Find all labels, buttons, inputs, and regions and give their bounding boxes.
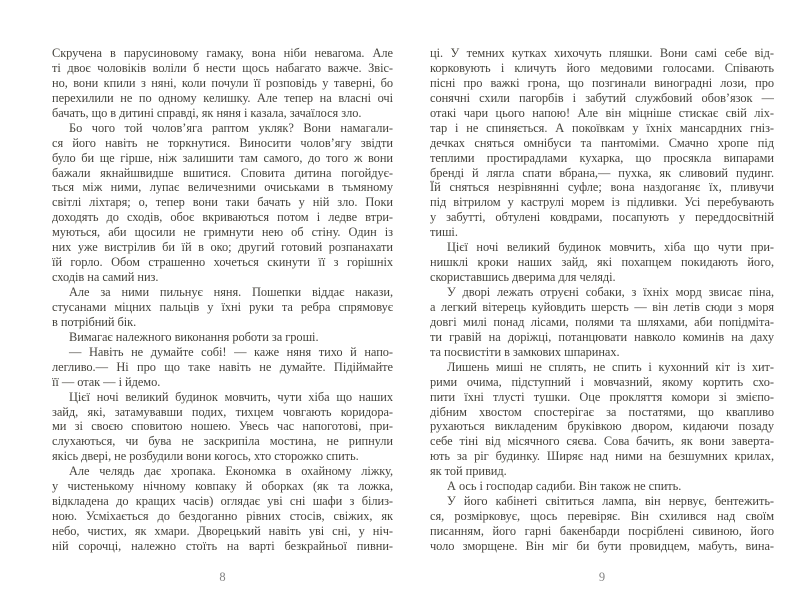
text-line: писанням, його гарні бакенбарди посріблені сивиною, його [430,524,774,538]
text-block [430,46,774,554]
text-line: у чистенькому нічному ковпаку й оборках (як та ложка, [52,479,393,494]
text-line: теплими простирадлами кухарка, що просякла випарами [430,150,774,165]
text-line: зайд, які, затамувавши подих, тихцем човгають коридора- [52,404,393,419]
text-line: А ось і господар садиби. Він також не спить. [447,479,682,494]
text-line: муються, аби щосили не гримнути нею об стіну. Один із [52,225,393,240]
text-line: ться між ними, лупає величезними очиськами в тьмяному [52,180,393,195]
page-right [430,46,774,606]
text-block [52,46,393,554]
text-line: бажали якнайшвидше вшитися. Сповита дитина погойдує- [52,165,393,180]
text-line: у забутті, обтулені ковдрами, посапують у переддосвітній [430,210,774,225]
text-line: рухаються викладеним бруківкою двором, кидаючи позаду [430,419,774,434]
text-line: У дворі лежать отруєні собаки, з їхніх морд звисає піна, [447,285,774,299]
text-line: ти гравій на доріжці, потанцювати навколо коминів на даху [430,329,774,344]
text-line: отакі чари цього напою! Але він міцніше стискає свій ліх- [430,105,774,120]
text-line: доходять до сходів, обоє вкриваються потом і ледве втри- [52,210,393,225]
text-line: слухаються, чи бува не заскрипіла мостина, не рипнули [52,434,393,449]
page-number-left: 8 [219,570,226,584]
text-line: дібним хвостом спостерігає за постатями, що квапливо [430,404,774,419]
text-line: її — отак — і йдемо. [52,374,161,389]
text-line: світлі ліхтаря; о, тепер вони таки бачать у ній зло. Поки [52,195,393,210]
text-line: Цієї ночі великий будинок мовчить, чути хіба що наших [69,389,393,404]
text-line: ній сорочці, належно стоїть на варті безкрайньої пивни- [52,538,393,553]
page-left [52,46,393,606]
text-line: тиші. [430,225,458,240]
text-line: но, вони кпили з няні, коли почули її розповідь у таверні, бо [52,75,393,90]
text-line: сходів на самий низ. [52,270,159,285]
page-number-right: 9 [598,570,606,584]
text-line: дечках сняться омнібуси та пантоміми. Смачно хропе під [430,135,774,150]
text-line: Їй сняться незрівнянні суфле; вона наздоганяє їх, пливучи [430,180,774,195]
text-line: якісь двері, не розбудили вони когось, хто сторожко спить. [52,449,359,464]
text-line: пісні про важкі грона, що позгинали виноградні лози, про [430,75,774,90]
text-line: чоло зморщене. Він міг би бути провидцем, мабуть, вина- [430,538,774,553]
text-line: Але челядь дає хропака. Економка в охайному ліжку, [69,464,393,479]
text-line: а легкий вітерець куйовдить шерсть — він летів сюди з моря [430,299,774,314]
text-line: стусанами міцних пальців у їхні руки та ребра спрямовує [52,299,393,314]
text-line: У його кабінеті світиться лампа, він нервує, бентежить- [447,494,774,509]
text-line: та посвистіти в замкових шпаринах. [430,344,620,359]
text-line: як той привид. [430,464,507,479]
text-line: легливо.— Ні про що таке навіть не думайте. Підіймайте [52,359,393,374]
text-line: бренді й лягла спати вбрана,— пухка, як сливовий пудинг. [430,165,774,180]
text-line: себе тіні від місячного сяєва. Сова бачить, як вони заверта- [430,434,774,449]
text-line: тар і не спиняється. А покоївкам у їхніх мансардних гніз- [430,120,774,135]
text-line: ми зі своєю сповитою ношею. Увесь час напоготові, при- [52,419,393,434]
text-line: ці. У темних кутках хихочуть пляшки. Вони самі себе від- [430,46,774,60]
text-line: рими очима, підступний і мовчазний, якому кортить схо- [430,374,774,389]
text-line: було би ще гірше, ніж залишити там самого, до того ж вони [52,150,393,165]
text-line: довгі милі понад лісами, полями та шляхами, аби попідміта- [430,314,774,329]
text-line: Бо чого той чолов’яга раптом укляк? Вони намагали- [69,120,393,135]
text-line: в потрібний бік. [52,314,137,329]
text-line: ті двоє чоловіків воліли б нести щось набагато важче. Звіс- [52,60,393,75]
text-line: ся його навіть не торкнутися. Виносити чолов’ягу звідти [52,135,393,150]
text-line: небо, чистих, як хмари. Дворецький навіть уві сні, у ніч- [52,524,393,538]
text-line: перехилили не по одному келишку. Але тепер на власні очі [52,90,393,105]
text-line: Цієї ночі великий будинок мовчить, хіба що чути при- [447,240,774,255]
text-line: нишклі кроки наших зайд, які похапцем покидають його, [430,255,774,270]
text-line: їй горло. Обом страшенно хочеться скинути її з горішніх [52,255,393,270]
text-line: корковують і кличуть його медовими голосами. Співають [430,60,774,75]
text-line: Скручена в парусиновому гамаку, вона ніби невагома. Але [52,46,393,60]
text-line: Лишень миші не сплять, не спить і кухонний кіт із хит- [447,359,774,374]
text-line: бачать, що в дитині справді, як няня і казала, зачаїлося зло. [52,105,362,120]
text-line: під вітрилом у каструлі морем із підливки. Усі перебувають [430,195,774,210]
text-line: скориставшись дверима для челяді. [430,270,616,285]
text-line: — Навіть не думайте собі! — каже няня тихо й напо- [69,344,393,359]
text-line: ся, розмірковує, щось перевіряє. Він схилився над своїм [430,509,774,524]
text-line: ною. Усміхається до бездоганно рівних стосів, свіжих, як [52,509,393,524]
text-line: ють за ріг будинку. Ширяє над ними на безшумних крилах, [430,449,774,464]
text-line: пити їхні тлусті тушки. Оце прокляття комори зі змієпо- [430,389,774,404]
text-line: них уже вистрілив би їй в око; другий готовий розпанахати [52,240,393,255]
text-line: Вимагає належного виконання роботи за гроші. [69,329,319,344]
text-line: Але за ними пильнує няня. Пошепки віддає накази, [69,285,393,299]
text-line: відкладена до кращих часів) оглядає уві сні шафи з білиз- [52,494,393,509]
text-line: сонячні схили пагорбів і забутий службовий обов’язок — [430,90,774,105]
